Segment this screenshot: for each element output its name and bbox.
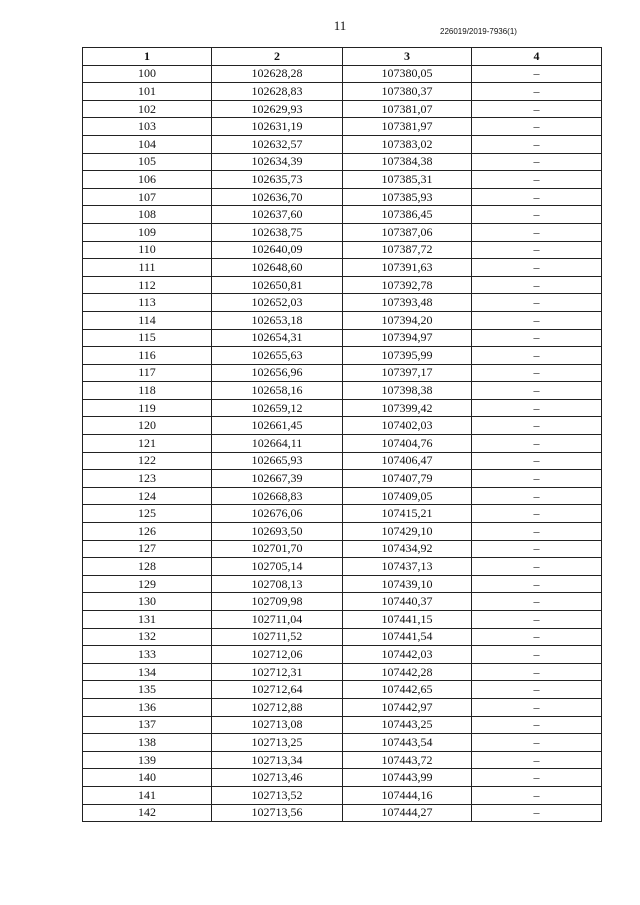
- table-row: [83, 487, 602, 505]
- y-coordinate-cell: 107409,05: [343, 487, 472, 505]
- note-cell: –: [472, 83, 602, 101]
- point-number-cell: 119: [83, 399, 212, 417]
- y-coordinate-cell: 107381,97: [343, 118, 472, 136]
- table-row: [83, 276, 602, 294]
- point-number-cell: 125: [83, 505, 212, 523]
- note-cell: –: [472, 487, 602, 505]
- point-number-cell: 102: [83, 100, 212, 118]
- y-coordinate-cell: 107386,45: [343, 206, 472, 224]
- table-row: [83, 611, 602, 629]
- point-number-cell: 118: [83, 382, 212, 400]
- note-cell: –: [472, 646, 602, 664]
- x-coordinate-cell: 102640,09: [212, 241, 343, 259]
- table-row: [83, 223, 602, 241]
- y-coordinate-cell: 107397,17: [343, 364, 472, 382]
- note-cell: –: [472, 188, 602, 206]
- note-cell: –: [472, 223, 602, 241]
- y-coordinate-cell: 107387,06: [343, 223, 472, 241]
- table-row: [83, 329, 602, 347]
- table-row: [83, 153, 602, 171]
- y-coordinate-cell: 107385,93: [343, 188, 472, 206]
- note-cell: –: [472, 276, 602, 294]
- x-coordinate-cell: 102636,70: [212, 188, 343, 206]
- y-coordinate-cell: 107440,37: [343, 593, 472, 611]
- table-row: [83, 751, 602, 769]
- table-row: [83, 523, 602, 541]
- x-coordinate-cell: 102708,13: [212, 575, 343, 593]
- table-header-row: [83, 48, 602, 66]
- note-cell: –: [472, 681, 602, 699]
- x-coordinate-cell: 102712,06: [212, 646, 343, 664]
- table-row: [83, 171, 602, 189]
- point-number-cell: 109: [83, 223, 212, 241]
- y-coordinate-cell: 107402,03: [343, 417, 472, 435]
- note-cell: –: [472, 65, 602, 83]
- note-cell: –: [472, 593, 602, 611]
- note-cell: –: [472, 611, 602, 629]
- table-row: [83, 417, 602, 435]
- point-number-cell: 114: [83, 311, 212, 329]
- x-coordinate-cell: 102650,81: [212, 276, 343, 294]
- table-row: [83, 100, 602, 118]
- x-coordinate-cell: 102652,03: [212, 294, 343, 312]
- table-row: [83, 83, 602, 101]
- note-cell: –: [472, 171, 602, 189]
- x-coordinate-cell: 102654,31: [212, 329, 343, 347]
- x-coordinate-cell: 102653,18: [212, 311, 343, 329]
- y-coordinate-cell: 107444,16: [343, 786, 472, 804]
- note-cell: –: [472, 399, 602, 417]
- point-number-cell: 138: [83, 734, 212, 752]
- note-cell: –: [472, 786, 602, 804]
- x-coordinate-cell: 102667,39: [212, 470, 343, 488]
- y-coordinate-cell: 107381,07: [343, 100, 472, 118]
- note-cell: –: [472, 294, 602, 312]
- column-header-2: 2: [212, 48, 343, 66]
- point-number-cell: 116: [83, 347, 212, 365]
- table-row: [83, 435, 602, 453]
- x-coordinate-cell: 102628,28: [212, 65, 343, 83]
- table-row: [83, 188, 602, 206]
- point-number-cell: 129: [83, 575, 212, 593]
- point-number-cell: 115: [83, 329, 212, 347]
- note-cell: –: [472, 118, 602, 136]
- note-cell: –: [472, 734, 602, 752]
- table-row: [83, 135, 602, 153]
- y-coordinate-cell: 107385,31: [343, 171, 472, 189]
- y-coordinate-cell: 107393,48: [343, 294, 472, 312]
- point-number-cell: 110: [83, 241, 212, 259]
- table-row: [83, 364, 602, 382]
- point-number-cell: 142: [83, 804, 212, 822]
- table-row: [83, 804, 602, 822]
- x-coordinate-cell: 102635,73: [212, 171, 343, 189]
- x-coordinate-cell: 102709,98: [212, 593, 343, 611]
- x-coordinate-cell: 102713,46: [212, 769, 343, 787]
- x-coordinate-cell: 102676,06: [212, 505, 343, 523]
- note-cell: –: [472, 435, 602, 453]
- x-coordinate-cell: 102638,75: [212, 223, 343, 241]
- y-coordinate-cell: 107429,10: [343, 523, 472, 541]
- y-coordinate-cell: 107392,78: [343, 276, 472, 294]
- y-coordinate-cell: 107443,54: [343, 734, 472, 752]
- note-cell: –: [472, 575, 602, 593]
- y-coordinate-cell: 107380,37: [343, 83, 472, 101]
- x-coordinate-cell: 102664,11: [212, 435, 343, 453]
- point-number-cell: 141: [83, 786, 212, 804]
- y-coordinate-cell: 107406,47: [343, 452, 472, 470]
- point-number-cell: 113: [83, 294, 212, 312]
- x-coordinate-cell: 102712,64: [212, 681, 343, 699]
- document-reference: 226019/2019-7936(1): [440, 27, 517, 36]
- x-coordinate-cell: 102701,70: [212, 540, 343, 558]
- note-cell: –: [472, 751, 602, 769]
- point-number-cell: 137: [83, 716, 212, 734]
- table-row: [83, 663, 602, 681]
- point-number-cell: 134: [83, 663, 212, 681]
- y-coordinate-cell: 107395,99: [343, 347, 472, 365]
- table-row: [83, 470, 602, 488]
- note-cell: –: [472, 206, 602, 224]
- x-coordinate-cell: 102628,83: [212, 83, 343, 101]
- point-number-cell: 111: [83, 259, 212, 277]
- y-coordinate-cell: 107387,72: [343, 241, 472, 259]
- y-coordinate-cell: 107442,03: [343, 646, 472, 664]
- table-row: [83, 593, 602, 611]
- point-number-cell: 140: [83, 769, 212, 787]
- note-cell: –: [472, 135, 602, 153]
- y-coordinate-cell: 107439,10: [343, 575, 472, 593]
- x-coordinate-cell: 102665,93: [212, 452, 343, 470]
- x-coordinate-cell: 102648,60: [212, 259, 343, 277]
- point-number-cell: 120: [83, 417, 212, 435]
- table-row: [83, 294, 602, 312]
- table-row: [83, 399, 602, 417]
- column-header-3: 3: [343, 48, 472, 66]
- point-number-cell: 106: [83, 171, 212, 189]
- note-cell: –: [472, 523, 602, 541]
- point-number-cell: 100: [83, 65, 212, 83]
- x-coordinate-cell: 102713,08: [212, 716, 343, 734]
- table-row: [83, 241, 602, 259]
- table-row: [83, 206, 602, 224]
- note-cell: –: [472, 663, 602, 681]
- table-row: [83, 575, 602, 593]
- x-coordinate-cell: 102713,34: [212, 751, 343, 769]
- point-number-cell: 122: [83, 452, 212, 470]
- point-number-cell: 101: [83, 83, 212, 101]
- note-cell: –: [472, 100, 602, 118]
- x-coordinate-cell: 102713,25: [212, 734, 343, 752]
- y-coordinate-cell: 107437,13: [343, 558, 472, 576]
- note-cell: –: [472, 153, 602, 171]
- x-coordinate-cell: 102713,52: [212, 786, 343, 804]
- note-cell: –: [472, 505, 602, 523]
- point-number-cell: 121: [83, 435, 212, 453]
- x-coordinate-cell: 102629,93: [212, 100, 343, 118]
- note-cell: –: [472, 452, 602, 470]
- note-cell: –: [472, 347, 602, 365]
- y-coordinate-cell: 107442,65: [343, 681, 472, 699]
- x-coordinate-cell: 102711,52: [212, 628, 343, 646]
- y-coordinate-cell: 107442,97: [343, 698, 472, 716]
- x-coordinate-cell: 102655,63: [212, 347, 343, 365]
- x-coordinate-cell: 102634,39: [212, 153, 343, 171]
- point-number-cell: 104: [83, 135, 212, 153]
- y-coordinate-cell: 107380,05: [343, 65, 472, 83]
- y-coordinate-cell: 107394,20: [343, 311, 472, 329]
- note-cell: –: [472, 241, 602, 259]
- point-number-cell: 135: [83, 681, 212, 699]
- y-coordinate-cell: 107434,92: [343, 540, 472, 558]
- point-number-cell: 126: [83, 523, 212, 541]
- table-row: [83, 311, 602, 329]
- table-row: [83, 347, 602, 365]
- column-header-4: 4: [472, 48, 602, 66]
- note-cell: –: [472, 311, 602, 329]
- table-row: [83, 681, 602, 699]
- note-cell: –: [472, 628, 602, 646]
- y-coordinate-cell: 107443,25: [343, 716, 472, 734]
- x-coordinate-cell: 102693,50: [212, 523, 343, 541]
- x-coordinate-cell: 102712,31: [212, 663, 343, 681]
- table-row: [83, 628, 602, 646]
- note-cell: –: [472, 329, 602, 347]
- point-number-cell: 123: [83, 470, 212, 488]
- point-number-cell: 124: [83, 487, 212, 505]
- y-coordinate-cell: 107383,02: [343, 135, 472, 153]
- y-coordinate-cell: 107394,97: [343, 329, 472, 347]
- y-coordinate-cell: 107443,99: [343, 769, 472, 787]
- x-coordinate-cell: 102631,19: [212, 118, 343, 136]
- x-coordinate-cell: 102705,14: [212, 558, 343, 576]
- y-coordinate-cell: 107407,79: [343, 470, 472, 488]
- note-cell: –: [472, 558, 602, 576]
- point-number-cell: 133: [83, 646, 212, 664]
- table-row: [83, 505, 602, 523]
- table-row: [83, 646, 602, 664]
- table-row: [83, 716, 602, 734]
- note-cell: –: [472, 716, 602, 734]
- point-number-cell: 108: [83, 206, 212, 224]
- y-coordinate-cell: 107384,38: [343, 153, 472, 171]
- x-coordinate-cell: 102711,04: [212, 611, 343, 629]
- table-row: [83, 769, 602, 787]
- x-coordinate-cell: 102712,88: [212, 698, 343, 716]
- point-number-cell: 127: [83, 540, 212, 558]
- y-coordinate-cell: 107399,42: [343, 399, 472, 417]
- x-coordinate-cell: 102632,57: [212, 135, 343, 153]
- table-row: [83, 558, 602, 576]
- y-coordinate-cell: 107391,63: [343, 259, 472, 277]
- point-number-cell: 117: [83, 364, 212, 382]
- point-number-cell: 105: [83, 153, 212, 171]
- note-cell: –: [472, 769, 602, 787]
- table-row: [83, 118, 602, 136]
- note-cell: –: [472, 364, 602, 382]
- coordinates-table: [82, 47, 602, 822]
- point-number-cell: 103: [83, 118, 212, 136]
- table-row: [83, 698, 602, 716]
- y-coordinate-cell: 107441,15: [343, 611, 472, 629]
- table-row: [83, 382, 602, 400]
- column-header-1: 1: [83, 48, 212, 66]
- y-coordinate-cell: 107441,54: [343, 628, 472, 646]
- y-coordinate-cell: 107442,28: [343, 663, 472, 681]
- table-row: [83, 786, 602, 804]
- note-cell: –: [472, 417, 602, 435]
- point-number-cell: 136: [83, 698, 212, 716]
- x-coordinate-cell: 102668,83: [212, 487, 343, 505]
- note-cell: –: [472, 470, 602, 488]
- point-number-cell: 132: [83, 628, 212, 646]
- table-row: [83, 734, 602, 752]
- x-coordinate-cell: 102656,96: [212, 364, 343, 382]
- table-row: [83, 259, 602, 277]
- point-number-cell: 112: [83, 276, 212, 294]
- point-number-cell: 128: [83, 558, 212, 576]
- y-coordinate-cell: 107404,76: [343, 435, 472, 453]
- note-cell: –: [472, 804, 602, 822]
- point-number-cell: 107: [83, 188, 212, 206]
- page-number: 11: [333, 18, 347, 33]
- table-row: [83, 540, 602, 558]
- table-body: [83, 65, 602, 822]
- note-cell: –: [472, 698, 602, 716]
- note-cell: –: [472, 540, 602, 558]
- table-row: [83, 452, 602, 470]
- point-number-cell: 130: [83, 593, 212, 611]
- point-number-cell: 139: [83, 751, 212, 769]
- x-coordinate-cell: 102658,16: [212, 382, 343, 400]
- note-cell: –: [472, 259, 602, 277]
- y-coordinate-cell: 107443,72: [343, 751, 472, 769]
- y-coordinate-cell: 107444,27: [343, 804, 472, 822]
- table-row: [83, 65, 602, 83]
- point-number-cell: 131: [83, 611, 212, 629]
- x-coordinate-cell: 102661,45: [212, 417, 343, 435]
- x-coordinate-cell: 102637,60: [212, 206, 343, 224]
- note-cell: –: [472, 382, 602, 400]
- y-coordinate-cell: 107398,38: [343, 382, 472, 400]
- x-coordinate-cell: 102659,12: [212, 399, 343, 417]
- y-coordinate-cell: 107415,21: [343, 505, 472, 523]
- x-coordinate-cell: 102713,56: [212, 804, 343, 822]
